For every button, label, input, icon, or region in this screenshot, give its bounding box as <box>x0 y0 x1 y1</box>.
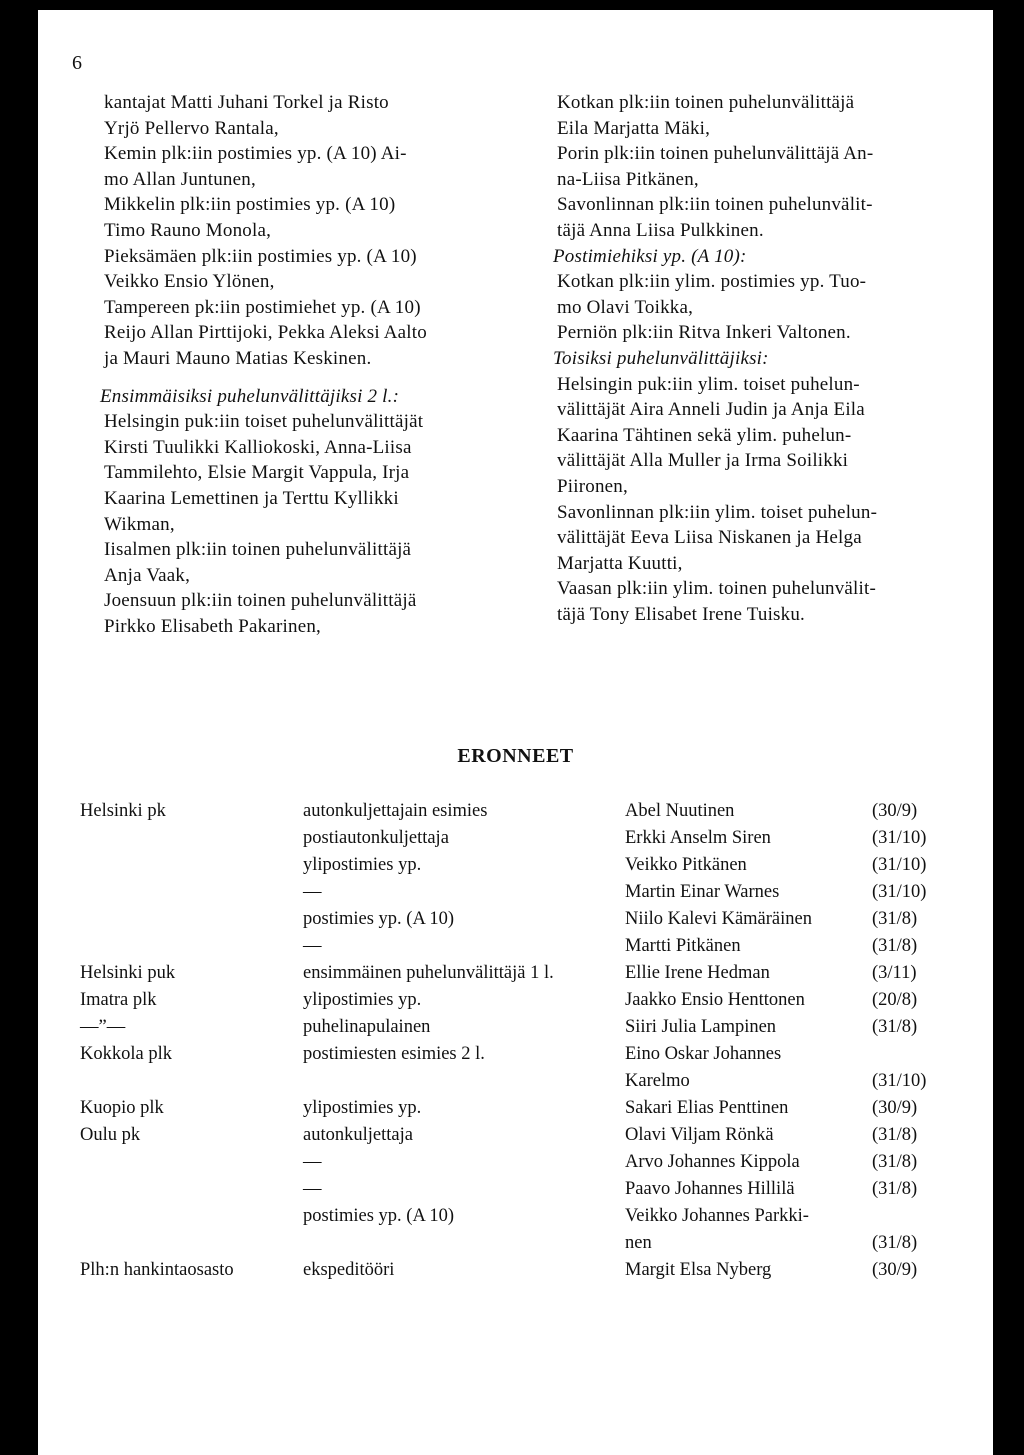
date-cell: (31/8) <box>872 1152 918 1172</box>
date-cell: (31/10) <box>872 1071 927 1091</box>
name-cell: Abel Nuutinen <box>625 801 735 821</box>
name-cell: Margit Elsa Nyberg <box>625 1260 772 1280</box>
name-cell: Karelmo <box>625 1071 690 1091</box>
title-cell: — <box>303 1179 322 1199</box>
date-cell: (31/8) <box>872 1233 918 1253</box>
text-line: välittäjät Eeva Liisa Niskanen ja Helga <box>557 527 862 549</box>
section-title: ERONNEET <box>457 745 574 767</box>
name-cell: Martti Pitkänen <box>625 936 741 956</box>
name-cell: Veikko Pitkänen <box>625 855 747 875</box>
text-line: Eila Marjatta Mäki, <box>557 117 711 139</box>
text-line: mo Olavi Toikka, <box>557 296 694 318</box>
date-cell: (31/8) <box>872 936 918 956</box>
text-line: Helsingin puk:iin toiset puhelunvälittäjät <box>104 411 424 433</box>
text-line: Pirkko Elisabeth Pakarinen, <box>104 615 321 637</box>
text-line: Yrjö Pellervo Rantala, <box>104 117 279 139</box>
text-line: Kaarina Tähtinen sekä ylim. puhelun- <box>557 424 852 446</box>
name-cell: Ellie Irene Hedman <box>625 963 770 983</box>
title-cell: ylipostimies yp. <box>303 855 422 875</box>
right-column <box>553 90 978 627</box>
text-line: välittäjät Aira Anneli Judin ja Anja Eila <box>557 399 865 421</box>
office-cell: Kuopio plk <box>80 1098 164 1118</box>
left-column <box>100 90 520 639</box>
text-line: Mikkelin plk:iin postimies yp. (A 10) <box>104 194 396 216</box>
text-line: Iisalmen plk:iin toinen puhelunvälittäjä <box>104 539 412 561</box>
office-cell: Imatra plk <box>80 990 157 1010</box>
page-number: 6 <box>72 52 82 74</box>
title-cell: ekspeditööri <box>303 1260 395 1280</box>
text-line: kantajat Matti Juhani Torkel ja Risto <box>104 92 389 113</box>
text-line: Helsingin puk:iin ylim. toiset puhelun- <box>557 373 860 395</box>
date-cell: (30/9) <box>872 1260 918 1280</box>
office-cell: Plh:n hankintaosasto <box>80 1260 234 1280</box>
text-line: Timo Rauno Monola, <box>104 219 272 241</box>
text-line: Tammilehto, Elsie Margit Vappula, Irja <box>104 462 410 484</box>
date-cell: (30/9) <box>872 1098 918 1118</box>
text-line: Reijo Allan Pirttijoki, Pekka Aleksi Aalto <box>104 322 427 344</box>
office-cell: Oulu pk <box>80 1125 141 1145</box>
text-line: na-Liisa Pitkänen, <box>557 168 699 190</box>
name-cell: Arvo Johannes Kippola <box>625 1152 800 1172</box>
title-cell: postiautonkuljettaja <box>303 828 449 848</box>
name-cell: nen <box>625 1233 652 1253</box>
title-cell: — <box>303 1152 322 1172</box>
title-cell: postimies yp. (A 10) <box>303 909 455 929</box>
name-cell: Niilo Kalevi Kämäräinen <box>625 909 812 929</box>
title-cell: autonkuljettajain esimies <box>303 801 488 821</box>
text-line: Marjatta Kuutti, <box>557 552 683 574</box>
title-cell: postimiesten esimies 2 l. <box>303 1044 485 1064</box>
date-cell: (30/9) <box>872 801 918 821</box>
text-line: Perniön plk:iin Ritva Inkeri Valtonen. <box>557 322 851 344</box>
name-cell: Erkki Anselm Siren <box>625 828 771 848</box>
name-cell: Jaakko Ensio Henttonen <box>625 990 805 1010</box>
document-page <box>38 10 993 1455</box>
date-cell: (31/8) <box>872 1017 918 1037</box>
office-cell: Kokkola plk <box>80 1044 172 1064</box>
title-cell: puhelinapulainen <box>303 1017 431 1037</box>
text-line: Piironen, <box>557 475 628 497</box>
text-line <box>100 372 520 384</box>
office-cell: Helsinki puk <box>80 963 176 983</box>
text-line: Kaarina Lemettinen ja Terttu Kyllikki <box>104 487 399 509</box>
text-line: Savonlinnan plk:iin toinen puhelunvälit- <box>557 194 873 216</box>
text-line: Pieksämäen plk:iin postimies yp. (A 10) <box>104 245 417 267</box>
text-line: mo Allan Juntunen, <box>104 168 256 190</box>
text-line: Wikman, <box>104 513 175 535</box>
title-cell: ylipostimies yp. <box>303 990 422 1010</box>
name-cell: Olavi Viljam Rönkä <box>625 1125 774 1145</box>
text-line: täjä Tony Elisabet Irene Tuisku. <box>557 603 806 625</box>
text-line: Veikko Ensio Ylönen, <box>104 271 275 293</box>
date-cell: (31/10) <box>872 828 927 848</box>
title-cell: — <box>303 936 322 956</box>
name-cell: Sakari Elias Penttinen <box>625 1098 789 1118</box>
text-line: Kirsti Tuulikki Kalliokoski, Anna-Liisa <box>104 436 412 458</box>
text-line: välittäjät Alla Muller ja Irma Soilikki <box>557 450 849 472</box>
text-line: täjä Anna Liisa Pulkkinen. <box>557 219 764 241</box>
date-cell: (3/11) <box>872 963 917 983</box>
date-cell: (31/10) <box>872 855 927 875</box>
text-line: ja Mauri Mauno Matias Keskinen. <box>104 347 372 369</box>
text-line: Ensimmäisiksi puhelunvälittäjiksi 2 l.: <box>100 385 400 407</box>
text-line: Kotkan plk:iin toinen puhelunvälittäjä <box>557 92 855 113</box>
name-cell: Paavo Johannes Hillilä <box>625 1179 795 1199</box>
date-cell: (31/8) <box>872 1179 918 1199</box>
title-cell: — <box>303 882 322 902</box>
date-cell: (31/8) <box>872 909 918 929</box>
text-line: Porin plk:iin toinen puhelunvälittäjä An- <box>557 143 874 165</box>
name-cell: Eino Oskar Johannes <box>625 1044 782 1064</box>
name-cell: Veikko Johannes Parkki- <box>625 1206 809 1226</box>
text-line: Toisiksi puhelunvälittäjiksi: <box>553 347 769 369</box>
title-cell: ensimmäinen puhelunvälittäjä 1 l. <box>303 963 554 983</box>
title-cell: postimies yp. (A 10) <box>303 1206 455 1226</box>
name-cell: Martin Einar Warnes <box>625 882 780 902</box>
text-line: Tampereen pk:iin postimiehet yp. (A 10) <box>104 296 421 318</box>
title-cell: ylipostimies yp. <box>303 1098 422 1118</box>
text-line: Vaasan plk:iin ylim. toinen puhelunvälit- <box>557 578 877 600</box>
text-line: Savonlinnan plk:iin ylim. toiset puhelun- <box>557 501 878 523</box>
name-cell: Siiri Julia Lampinen <box>625 1017 777 1037</box>
text-line: Kotkan plk:iin ylim. postimies yp. Tuo- <box>557 271 867 293</box>
text-line: Postimiehiksi yp. (A 10): <box>553 245 747 267</box>
text-line: Kemin plk:iin postimies yp. (A 10) Ai- <box>104 143 407 165</box>
office-cell: Helsinki pk <box>80 801 166 821</box>
date-cell: (31/10) <box>872 882 927 902</box>
date-cell: (20/8) <box>872 990 918 1010</box>
text-line: Joensuun plk:iin toinen puhelunvälittäjä <box>104 590 417 612</box>
title-cell: autonkuljettaja <box>303 1125 413 1145</box>
date-cell: (31/8) <box>872 1125 918 1145</box>
office-cell: —”— <box>80 1017 126 1037</box>
text-line: Anja Vaak, <box>104 564 191 586</box>
